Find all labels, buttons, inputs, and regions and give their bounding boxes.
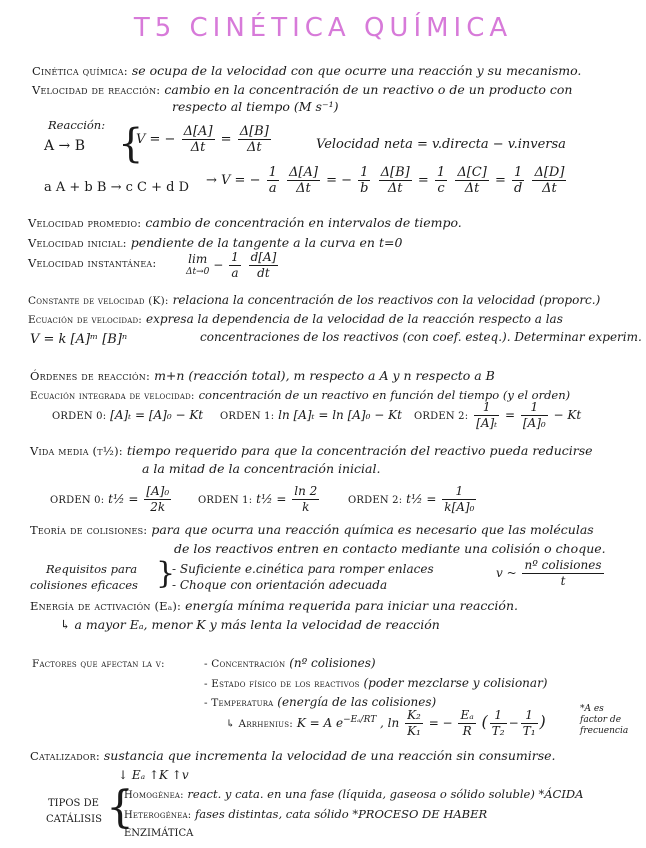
brace: { xyxy=(118,121,144,167)
activation-note: ↳ a mayor Eₐ, menor K y más lenta la velocidad de reacción xyxy=(60,617,440,632)
fraction: $\frac{\Delta[B]}{\Delta t}$ xyxy=(239,124,269,155)
definition-text-cont: de los reactivos entren en contacto mediante una colisión o choque. xyxy=(174,541,606,556)
reaction-label: Reacción: xyxy=(48,118,106,132)
factor-item: - Estado físico de los reactivos (poder mezclarse y colisionar) xyxy=(204,676,548,690)
definition-inicial: Velocidad inicial: pendiente de la tangente a la curva en t=0 xyxy=(28,235,403,250)
factor-item: - Concentración (nº colisiones) xyxy=(204,656,376,670)
general-rate-expression: → V = − $\frac{1}{a}$ $\frac{\Delta[A]}{\Delta t}$ = − $\frac{1}{b}$ $\frac{\Delta[B]}{\Delta t}$ = $\frac{1}{c}$ $\frac{\Delta[C]}{\Delta t}$ = $\frac{1}{d}$ $\frac{\Delta[D]}{\Delta t}$ xyxy=(206,165,565,196)
definition-text: cambio en la concentración de un reactivo o de un producto con xyxy=(164,82,573,97)
catalysis-effect: ↓ Eₐ ↑K ↑v xyxy=(118,768,189,782)
definition-catalizador: Catalizador: sustancia que incrementa la velocidad de una reacción sin consumirse. xyxy=(30,748,556,763)
term: Velocidad de reacción: xyxy=(32,83,161,97)
requirements-label: colisiones eficaces xyxy=(30,578,138,592)
brace: { xyxy=(106,782,134,833)
definition-cinetica xyxy=(32,63,581,79)
definition-text-cont: a la mitad de la concentración inicial. xyxy=(142,461,381,476)
general-equation: a A + b B → c C + d D xyxy=(44,180,189,195)
definition-vida-media: Vida media (t½): tiempo requerido para que la concentración del reactivo pueda reducirse xyxy=(30,443,593,458)
order-2: ORDEN 2: $\frac{1}{\text{[A]ₜ}}$ = $\frac{1}{\text{[A]₀}}$ − Kt xyxy=(414,400,582,430)
catalysis-type: Homogénea: react. y cata. en una fase (líquida, gaseosa o sólido soluble) *ÁCIDA xyxy=(124,787,584,801)
definition-text-cont: concentraciones de los reactivos (con coef. esteq.). Determinar experim. xyxy=(200,330,642,344)
definition-constante: Constante de velocidad (K): relaciona la concentración de los reactivos con la velocidad (proporc.) xyxy=(28,293,601,307)
reaction-equation: A → B xyxy=(44,138,86,154)
definition-instantanea: Velocidad instantánea: xyxy=(28,256,157,270)
definition-integrada: Ecuación integrada de velocidad: concentración de un reactivo en función del tiempo (y el orden) xyxy=(30,388,571,402)
definition-velocidad xyxy=(32,82,572,98)
definition-promedio: Velocidad promedio: cambio de concentración en intervalos de tiempo. xyxy=(28,215,462,230)
definition-text-cont: respecto al tiempo (M s⁻¹) xyxy=(172,99,339,114)
instant-rate-expression: lim Δt→0 − $\frac{1}{a}$ $\frac{d[A]}{dt}$ xyxy=(186,250,277,280)
requirement-item: - Suficiente e.cinética para romper enlaces xyxy=(172,562,434,576)
catalysis-type: ENZIMÁTICA xyxy=(124,828,194,839)
half-life-order-0: ORDEN 0: t½ = $\frac{\text{[A]₀}}{2k}$ xyxy=(50,484,170,514)
order-1: ORDEN 1: ln [A]ₜ = ln [A]₀ − Kt xyxy=(220,408,402,422)
half-life-order-2: ORDEN 2: t½ = $\frac{1}{\text{k[A]₀}}$ xyxy=(348,484,475,514)
requirement-item: - Choque con orientación adecuada xyxy=(172,578,388,592)
rate-law-formula: V = k [A]ᵐ [B]ⁿ xyxy=(30,332,128,347)
arrhenius-note: *A es factor de frecuencia xyxy=(580,704,629,736)
rate-expression: V = − $\frac{\Delta[A]}{\Delta t}$ = $\frac{\Delta[B]}{\Delta t}$ xyxy=(136,124,269,155)
term: Cinética química: xyxy=(32,64,128,78)
definition-ordenes: Órdenes de reacción: m+n (reacción total), m respecto a A y n respecto a B xyxy=(30,368,495,383)
collision-rate: v ~ $\frac{\text{nº colisiones}}{t}$ xyxy=(496,558,602,588)
order-0: ORDEN 0: [A]ₜ = [A]₀ − Kt xyxy=(52,408,204,422)
catalysis-type: Heterogénea: fases distintas, cata sólido *PROCESO DE HABER xyxy=(124,807,488,821)
page-title: T5 CINÉTICA QUÍMICA xyxy=(133,13,513,43)
factors-label: Factores que afectan la v: xyxy=(32,658,165,670)
half-life-order-1: ORDEN 1: t½ = $\frac{\ln 2}{k}$ xyxy=(198,484,318,514)
definition-text: se ocupa de la velocidad con que ocurre una reacción y su mecanismo. xyxy=(131,63,582,78)
catalysis-types-label: TIPOS DE xyxy=(48,798,99,809)
requirements-label: Requisitos para xyxy=(46,562,138,576)
definition-activacion: Energía de activación (Eₐ): energía mínima requerida para iniciar una reacción. xyxy=(30,598,518,613)
net-velocity: Velocidad neta = v.directa − v.inversa xyxy=(316,137,566,152)
fraction: $\frac{\Delta[A]}{\Delta t}$ xyxy=(183,124,213,155)
definition-colisiones: Teoría de colisiones: para que ocurra una reacción química es necesario que las moléculas xyxy=(30,522,594,537)
factor-item: - Temperatura (energía de las colisiones) xyxy=(204,695,437,709)
definition-ecuacion: Ecuación de velocidad: expresa la dependencia de la velocidad de la reacción respecto a las xyxy=(28,312,563,326)
brace: } xyxy=(156,556,176,591)
arrhenius-equation: ↳ Arrhenius: K = A $e^{-E_a/RT}$ , ln $\frac{\text{K₂}}{\text{K₁}}$ = − $\frac{\text{Eₐ}}{R}$ ( $\frac{1}{\text{T₂}}$ − $\frac{1}{\text{T₁}}$ ) xyxy=(226,708,546,738)
catalysis-types-label: CATÁLISIS xyxy=(46,814,102,825)
